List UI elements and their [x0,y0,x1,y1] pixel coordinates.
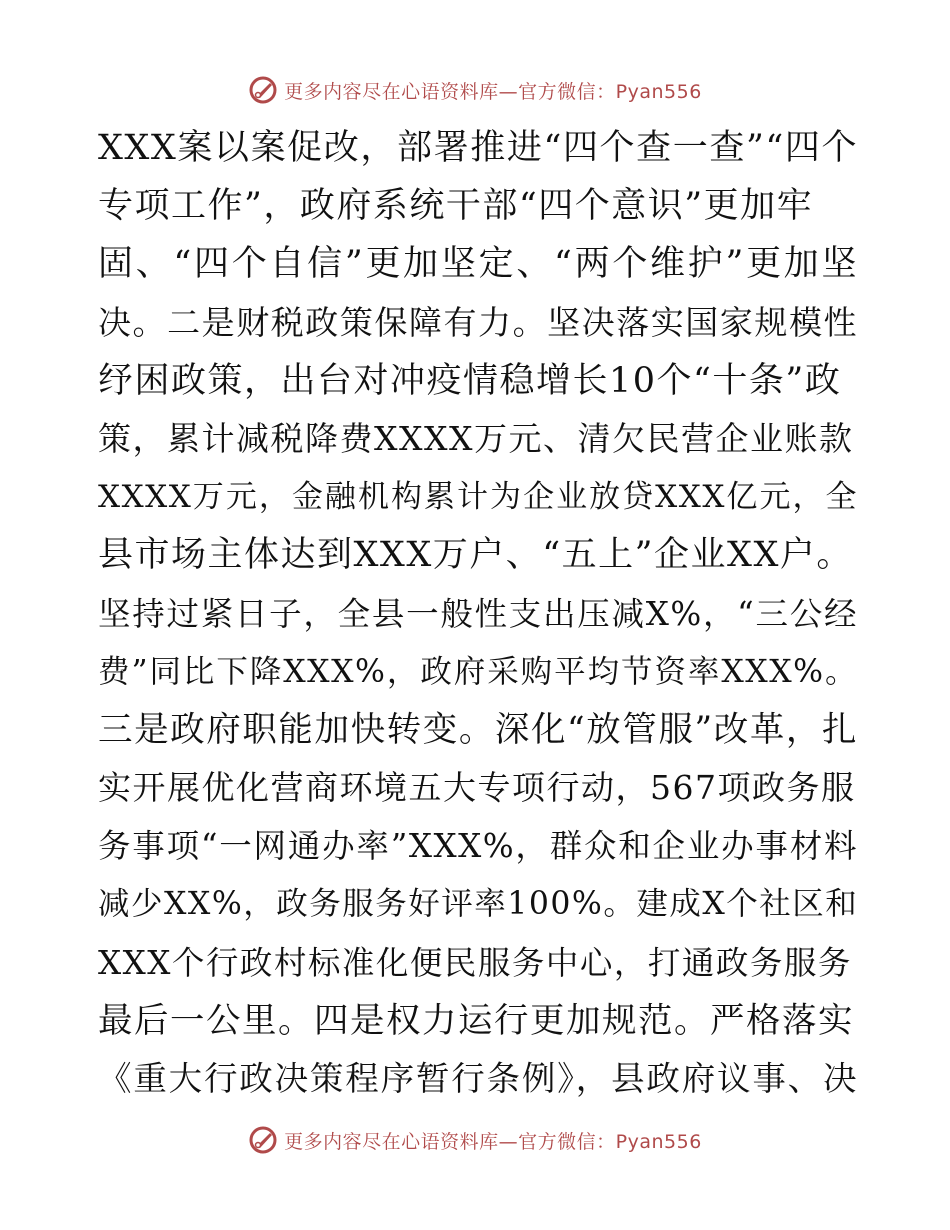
text-line: XXXX万元，金融机构累计为企业放贷XXX亿元，全 [98,479,858,516]
text-line: 专项工作”，政府系统干部“四个意识”更加牢 [98,186,814,227]
text-line: 务事项“一网通办率”XXX%，群众和企业办事材料 [98,827,858,866]
text-line: 减少XX%，政务服务好评率100%。建成X个社区和 [98,886,859,923]
text-line: 纾困政策，出台对冲疫情稳增长10个“十条”政 [98,360,842,401]
quill-logo-icon [248,75,278,105]
text-line: 三是政府职能加快转变。深化“放管服”改革，扎 [98,709,858,750]
text-line: XXX个行政村标准化便民服务中心，打通政务服务 [98,943,852,982]
watermark-text: 更多内容尽在心语资料库—官方微信：Pyan556 [284,80,702,103]
text-line: 实开展优化营商环境五大专项行动，567项政务服 [98,768,856,808]
header-watermark [0,72,950,108]
text-line: 最后一公里。四是权力运行更加规范。严格落实 [98,1000,854,1041]
watermark-text: 更多内容尽在心语资料库—官方微信：Pyan556 [284,1130,702,1153]
text-line: 县市场主体达到XXX万户、“五上”企业XX户。 [98,535,853,576]
text-line: 《重大行政决策程序暂行条例》，县政府议事、决 [98,1059,858,1098]
text-line: XXX案以案促改，部署推进“四个查一查”“四个 [98,128,858,168]
text-line: 决。二是财税政策保障有力。坚决落实国家规模性 [98,302,858,342]
footer-watermark [0,1122,950,1158]
text-line: 坚持过紧日子，全县一般性支出压减X%，“三公经 [98,594,858,633]
quill-logo-icon [248,1125,278,1155]
text-line: 固、“四个自信”更加坚定、“两个维护”更加坚 [98,244,858,285]
text-line: 费”同比下降XXX%，政府采购平均节资率XXX%。 [98,653,858,690]
text-line: 策，累计减税降费XXXX万元、清欠民营企业账款 [98,418,854,458]
document-body [98,119,858,1108]
